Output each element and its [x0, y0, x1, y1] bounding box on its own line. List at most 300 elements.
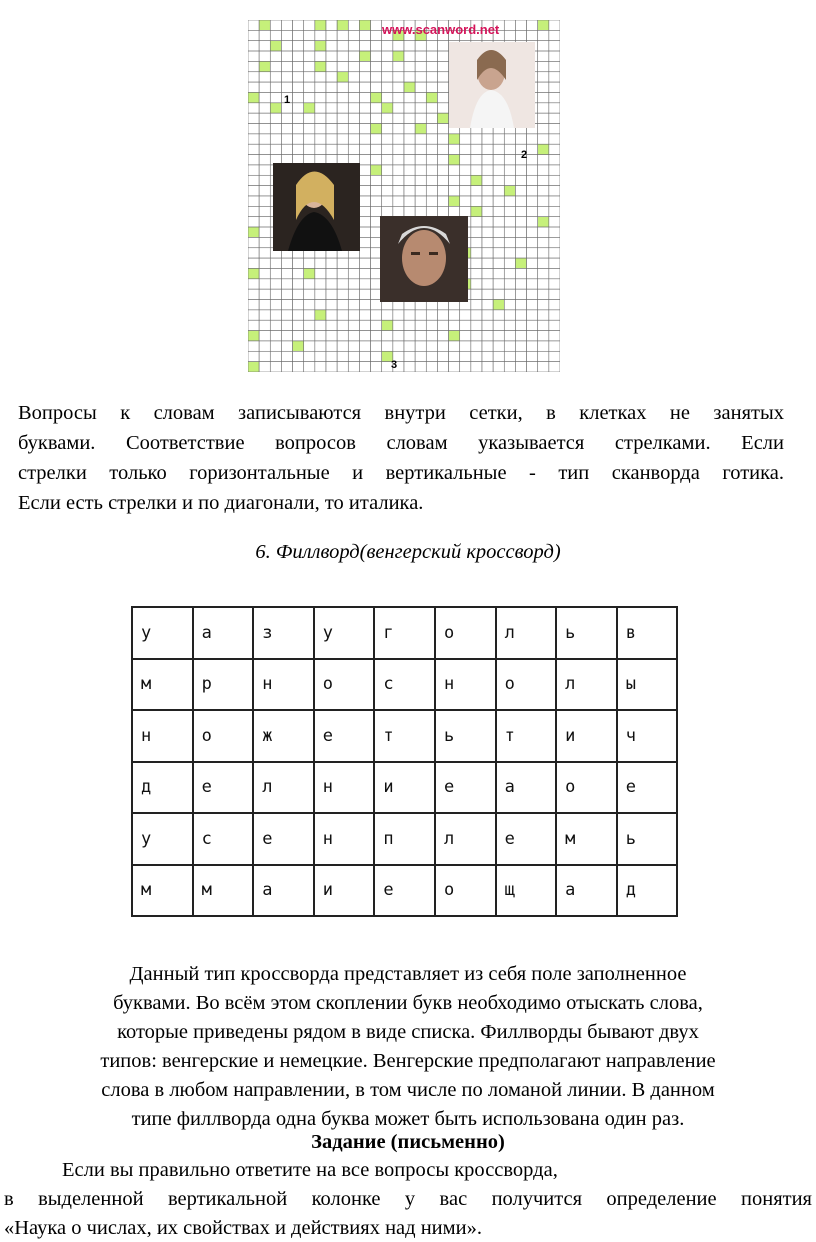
filword-cell: о [435, 865, 496, 917]
scanword-cell [337, 320, 348, 330]
scanword-cell [326, 341, 337, 351]
scanword-cell [404, 186, 415, 196]
scanword-cell [326, 300, 337, 310]
scanword-cell [527, 258, 538, 268]
scanword-cell [437, 175, 448, 185]
scanword-cell [382, 155, 393, 165]
scanword-cell [437, 351, 448, 361]
scanword-cell [538, 258, 549, 268]
scanword-cell [504, 144, 515, 154]
scanword-cell [527, 155, 538, 165]
scanword-cell [493, 155, 504, 165]
scanword-cell [315, 30, 326, 40]
scanword-cell [393, 175, 404, 185]
scanword-cell [471, 237, 482, 247]
scanword-cell [415, 82, 426, 92]
scanword-cell [359, 206, 370, 216]
scanword-cell [293, 41, 304, 51]
scanword-cell [538, 227, 549, 237]
scanword-cell [527, 20, 538, 30]
scanword-cell [437, 362, 448, 372]
scanword-cell [549, 196, 560, 206]
scanword-cell [371, 155, 382, 165]
scanword-cell [270, 72, 281, 82]
filword-cell: е [435, 762, 496, 814]
scanword-cell [415, 341, 426, 351]
scanword-cell [304, 310, 315, 320]
scanword-cell [337, 300, 348, 310]
scanword-cell [393, 320, 404, 330]
scanword-image [248, 20, 560, 372]
scanword-cell [382, 341, 393, 351]
scanword-cell [359, 175, 370, 185]
scanword-cell [382, 72, 393, 82]
scanword-clue-cell [471, 206, 482, 216]
scanword-cell [549, 248, 560, 258]
scanword-cell [393, 41, 404, 51]
scanword-cell [359, 237, 370, 247]
scanword-cell [538, 351, 549, 361]
scanword-cell [259, 237, 270, 247]
scanword-cell [527, 217, 538, 227]
scanword-cell [426, 144, 437, 154]
scanword-cell [281, 113, 292, 123]
scanword-cell [504, 237, 515, 247]
scanword-number-3: 3 [391, 359, 398, 371]
scanword-cell [259, 103, 270, 113]
scanword-cell [382, 310, 393, 320]
scanword-cell [248, 155, 259, 165]
scanword-cell [248, 248, 259, 258]
scanword-cell [493, 134, 504, 144]
scanword-cell [259, 289, 270, 299]
scanword-clue-cell [493, 300, 504, 310]
scanword-cell [549, 227, 560, 237]
scanword-cell [515, 300, 526, 310]
filword-description [0, 960, 816, 1134]
filword-cell: ч [617, 710, 678, 762]
scanword-cell [415, 103, 426, 113]
description-line: которые приведены рядом в виде списка. Филлворды бывают двух [117, 1021, 699, 1043]
scanword-cell [371, 341, 382, 351]
scanword-cell [426, 134, 437, 144]
scanword-clue-cell [293, 341, 304, 351]
scanword-cell [549, 258, 560, 268]
scanword-cell [248, 300, 259, 310]
scanword-clue-cell [538, 144, 549, 154]
scanword-cell [337, 351, 348, 361]
scanword-cell [337, 113, 348, 123]
scanword-cell [538, 300, 549, 310]
scanword-cell [493, 289, 504, 299]
scanword-clue-cell [270, 41, 281, 51]
scanword-cell [415, 196, 426, 206]
scanword-cell [538, 61, 549, 71]
scanword-cell [326, 41, 337, 51]
filword-cell: п [374, 813, 435, 865]
scanword-cell [315, 268, 326, 278]
filword-cell: м [193, 865, 254, 917]
scanword-clue-cell [404, 82, 415, 92]
scanword-cell [248, 217, 259, 227]
scanword-clue-cell [315, 61, 326, 71]
scanword-cell [382, 51, 393, 61]
scanword-cell [304, 134, 315, 144]
scanword-cell [382, 134, 393, 144]
filword-cell: л [435, 813, 496, 865]
scanword-cell [348, 289, 359, 299]
scanword-clue-cell [248, 362, 259, 372]
scanword-cell [426, 331, 437, 341]
scanword-cell [493, 237, 504, 247]
scanword-cell [281, 258, 292, 268]
scanword-cell [259, 362, 270, 372]
scanword-cell [259, 113, 270, 123]
filword-cell: м [556, 813, 617, 865]
scanword-cell [293, 82, 304, 92]
scanword-cell [527, 362, 538, 372]
scanword-cell [538, 82, 549, 92]
scanword-cell [404, 155, 415, 165]
scanword-cell [504, 206, 515, 216]
scanword-cell [493, 331, 504, 341]
scanword-cell [293, 51, 304, 61]
photo-man-center [380, 216, 468, 302]
scanword-cell [259, 30, 270, 40]
scanword-cell [549, 41, 560, 51]
scanword-cell [482, 320, 493, 330]
scanword-cell [359, 144, 370, 154]
scanword-cell [337, 310, 348, 320]
scanword-cell [348, 103, 359, 113]
scanword-cell [259, 82, 270, 92]
scanword-cell [326, 51, 337, 61]
scanword-cell [482, 258, 493, 268]
scanword-cell [315, 92, 326, 102]
scanword-cell [538, 134, 549, 144]
scanword-cell [326, 144, 337, 154]
scanword-cell [449, 310, 460, 320]
scanword-cell [293, 61, 304, 71]
scanword-cell [482, 351, 493, 361]
scanword-cell [437, 72, 448, 82]
scanword-clue-cell [315, 41, 326, 51]
scanword-cell [538, 362, 549, 372]
scanword-cell [248, 72, 259, 82]
scanword-cell [549, 206, 560, 216]
scanword-cell [437, 310, 448, 320]
scanword-cell [404, 320, 415, 330]
scanword-cell [437, 82, 448, 92]
scanword-cell [504, 289, 515, 299]
scanword-cell [404, 196, 415, 206]
scanword-cell [504, 341, 515, 351]
scanword-cell [549, 310, 560, 320]
filword-cell: д [617, 865, 678, 917]
scanword-cell [259, 310, 270, 320]
scanword-cell [549, 362, 560, 372]
scanword-cell [471, 165, 482, 175]
scanword-cell [293, 113, 304, 123]
scanword-cell [404, 310, 415, 320]
scanword-cell [348, 41, 359, 51]
scanword-cell [437, 196, 448, 206]
scanword-cell [304, 30, 315, 40]
scanword-cell [270, 362, 281, 372]
scanword-cell [538, 155, 549, 165]
scanword-cell [449, 186, 460, 196]
scanword-cell [382, 175, 393, 185]
filword-cell: ы [617, 659, 678, 711]
scanword-cell [460, 196, 471, 206]
scanword-cell [415, 165, 426, 175]
scanword-cell [293, 331, 304, 341]
scanword-cell [259, 258, 270, 268]
scanword-cell [270, 300, 281, 310]
scanword-cell [471, 362, 482, 372]
scanword-cell [538, 237, 549, 247]
scanword-cell [304, 20, 315, 30]
scanword-cell [359, 310, 370, 320]
task-line: Если вы правильно ответите на все вопросы кроссворда, [62, 1159, 558, 1181]
scanword-cell [460, 331, 471, 341]
filword-cell: е [253, 813, 314, 865]
scanword-cell [293, 144, 304, 154]
scanword-cell [348, 362, 359, 372]
filword-cell: о [556, 762, 617, 814]
scanword-cell [248, 30, 259, 40]
scanword-cell [515, 331, 526, 341]
scanword-clue-cell [437, 113, 448, 123]
scanword-cell [304, 341, 315, 351]
scanword-cell [404, 144, 415, 154]
filword-cell: ь [617, 813, 678, 865]
scanword-cell [371, 30, 382, 40]
scanword-cell [270, 92, 281, 102]
scanword-clue-cell [449, 196, 460, 206]
scanword-cell [515, 248, 526, 258]
scanword-cell [348, 341, 359, 351]
scanword-cell [326, 289, 337, 299]
scanword-cell [493, 217, 504, 227]
scanword-cell [460, 165, 471, 175]
scanword-cell [504, 248, 515, 258]
scanword-clue-cell [515, 258, 526, 268]
scanword-cell [248, 61, 259, 71]
scanword-cell [426, 155, 437, 165]
filword-cell: ж [253, 710, 314, 762]
filword-cell: е [617, 762, 678, 814]
filword-cell: д [132, 762, 193, 814]
scanword-cell [281, 30, 292, 40]
scanword-cell [326, 72, 337, 82]
scanword-cell [315, 331, 326, 341]
scanword-cell [415, 144, 426, 154]
scanword-cell [393, 134, 404, 144]
scanword-cell [482, 134, 493, 144]
scanword-cell [281, 51, 292, 61]
scanword-cell [359, 196, 370, 206]
scanword-cell [482, 310, 493, 320]
filword-cell: у [132, 607, 193, 659]
scanword-cell [281, 341, 292, 351]
scanword-cell [426, 351, 437, 361]
scanword-cell [371, 113, 382, 123]
scanword-cell [415, 155, 426, 165]
scanword-cell [549, 113, 560, 123]
scanword-cell [293, 72, 304, 82]
scanword-cell [359, 362, 370, 372]
scanword-cell [415, 331, 426, 341]
scanword-cell [460, 341, 471, 351]
scanword-cell [460, 320, 471, 330]
scanword-cell [281, 351, 292, 361]
description-line: Данный тип кроссворда представляет из себя поле заполненное [129, 963, 687, 985]
scanword-cell [270, 30, 281, 40]
scanword-clue-cell [359, 20, 370, 30]
scanword-cell [527, 268, 538, 278]
scanword-cell [304, 279, 315, 289]
scanword-cell [482, 268, 493, 278]
scanword-cell [248, 103, 259, 113]
filword-cell: ь [556, 607, 617, 659]
scanword-cell [293, 351, 304, 361]
scanword-cell [493, 310, 504, 320]
scanword-cell [504, 268, 515, 278]
scanword-cell [482, 165, 493, 175]
scanword-cell [449, 206, 460, 216]
scanword-cell [504, 175, 515, 185]
scanword-cell [248, 258, 259, 268]
photo-woman-top-right [449, 42, 535, 128]
scanword-cell [460, 362, 471, 372]
filword-cell: и [314, 865, 375, 917]
scanword-cell [393, 72, 404, 82]
scanword-cell [471, 134, 482, 144]
scanword-cell [259, 165, 270, 175]
scanword-clue-cell [304, 103, 315, 113]
description-line: слова в любом направлении, в том числе по ломаной линии. В данном [101, 1079, 715, 1101]
scanword-cell [326, 351, 337, 361]
scanword-cell [515, 310, 526, 320]
scanword-cell [326, 20, 337, 30]
scanword-cell [437, 61, 448, 71]
scanword-cell [549, 103, 560, 113]
scanword-cell [270, 331, 281, 341]
scanword-cell [404, 362, 415, 372]
scanword-cell [359, 165, 370, 175]
scanword-site-url: www.scanword.net [382, 22, 500, 37]
scanword-cell [426, 82, 437, 92]
filword-cell: щ [496, 865, 557, 917]
scanword-cell [371, 103, 382, 113]
scanword-cell [371, 61, 382, 71]
scanword-cell [493, 196, 504, 206]
scanword-cell [304, 92, 315, 102]
scanword-cell [348, 310, 359, 320]
scanword-cell [404, 206, 415, 216]
filword-cell: с [374, 659, 435, 711]
scanword-cell [538, 30, 549, 40]
filword-cell: о [435, 607, 496, 659]
scanword-cell [482, 331, 493, 341]
scanword-cell [359, 61, 370, 71]
task-title: Задание (письменно) [311, 1131, 505, 1153]
scanword-cell [371, 51, 382, 61]
scanword-cell [449, 320, 460, 330]
scanword-cell [293, 124, 304, 134]
scanword-cell [437, 92, 448, 102]
scanword-cell [293, 20, 304, 30]
scanword-cell [304, 113, 315, 123]
scanword-cell [248, 41, 259, 51]
scanword-cell [281, 124, 292, 134]
scanword-cell [337, 103, 348, 113]
scanword-cell [337, 258, 348, 268]
scanword-cell [248, 134, 259, 144]
scanword-cell [471, 144, 482, 154]
filword-cell: г [374, 607, 435, 659]
scanword-cell [281, 310, 292, 320]
scanword-cell [460, 310, 471, 320]
scanword-cell [538, 320, 549, 330]
scanword-cell [426, 165, 437, 175]
scanword-cell [437, 103, 448, 113]
scanword-cell [281, 41, 292, 51]
description-line: типов: венгерские и немецкие. Венгерские предполагают направление [100, 1050, 716, 1072]
scanword-cell [404, 351, 415, 361]
filword-cell: е [496, 813, 557, 865]
scanword-cell [337, 134, 348, 144]
scanword-cell [281, 331, 292, 341]
scanword-clue-cell [382, 320, 393, 330]
scanword-cell [393, 144, 404, 154]
task-line: в выделенной вертикальной колонке у вас получится определение понятия [4, 1188, 812, 1210]
scanword-cell [359, 92, 370, 102]
scanword-cell [348, 82, 359, 92]
filword-cell: а [556, 865, 617, 917]
scanword-cell [382, 331, 393, 341]
scanword-cell [404, 103, 415, 113]
filword-cell: а [253, 865, 314, 917]
scanword-cell [348, 72, 359, 82]
scanword-cell [404, 72, 415, 82]
scanword-cell [359, 103, 370, 113]
scanword-clue-cell [248, 92, 259, 102]
filword-cell: а [193, 607, 254, 659]
scanword-cell [437, 124, 448, 134]
scanword-clue-cell [359, 51, 370, 61]
scanword-cell [538, 113, 549, 123]
scanword-clue-cell [259, 61, 270, 71]
scanword-clue-cell [449, 155, 460, 165]
scanword-cell [326, 320, 337, 330]
scanword-cell [304, 258, 315, 268]
scanword-cell [437, 134, 448, 144]
scanword-cell [471, 196, 482, 206]
scanword-cell [359, 72, 370, 82]
scanword-cell [371, 362, 382, 372]
scanword-cell [549, 217, 560, 227]
scanword-cell [304, 72, 315, 82]
scanword-cell [371, 134, 382, 144]
scanword-cell [393, 155, 404, 165]
scanword-cell [426, 310, 437, 320]
scanword-cell [348, 144, 359, 154]
scanword-cell [293, 103, 304, 113]
scanword-cell [515, 279, 526, 289]
scanword-cell [415, 51, 426, 61]
